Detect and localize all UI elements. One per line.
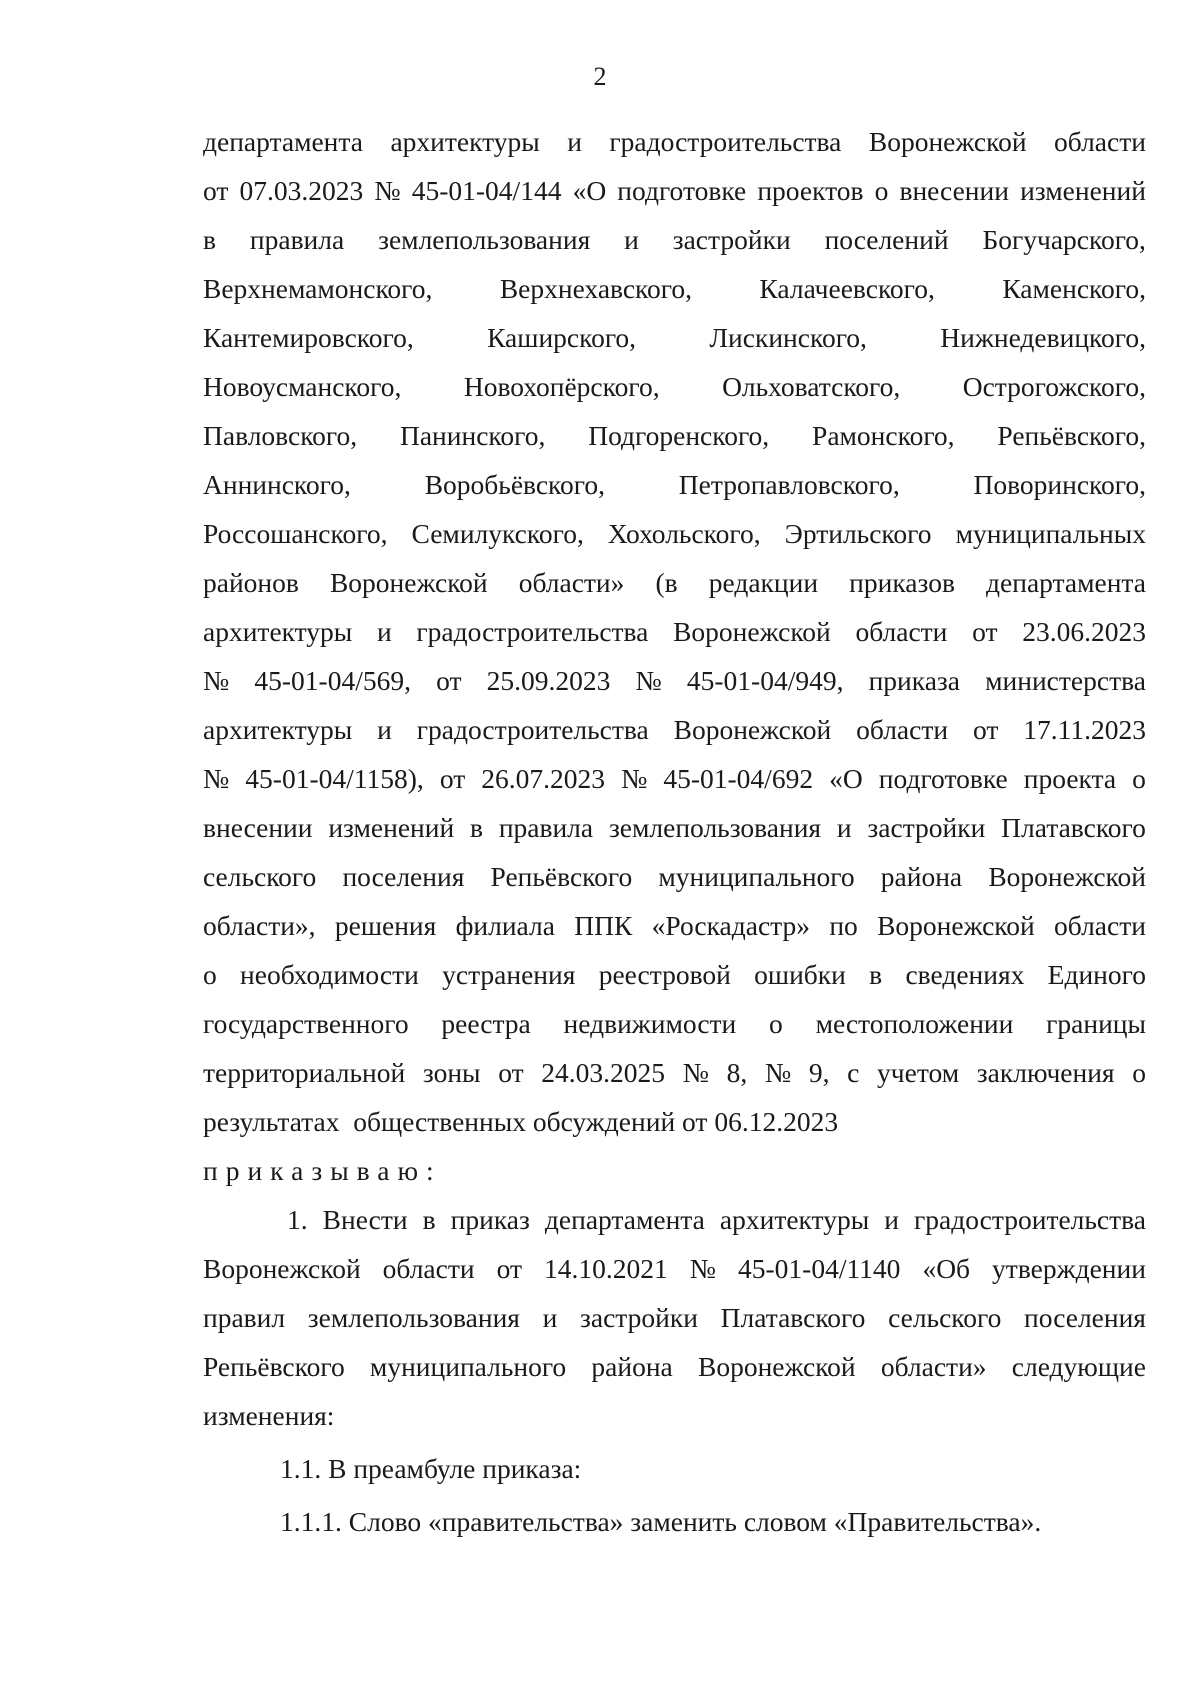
word: территориальной bbox=[203, 1057, 406, 1088]
word: редакции bbox=[708, 567, 819, 598]
word: от bbox=[496, 1253, 522, 1284]
clause-item bbox=[203, 1497, 1146, 1546]
word: приказ bbox=[450, 1204, 530, 1235]
text-line bbox=[203, 999, 1146, 1048]
word: № bbox=[621, 763, 648, 794]
clause-1-1-1: 1.1.1. Слово «правительства» заменить словом «Правительства». bbox=[280, 1506, 1042, 1537]
word: приказов bbox=[849, 567, 955, 598]
word: 24.03.2025 bbox=[541, 1057, 666, 1088]
word: «Роскадастр» bbox=[651, 910, 811, 941]
word: 8, bbox=[726, 1057, 748, 1088]
word: муниципальных bbox=[955, 518, 1146, 549]
text-line bbox=[203, 1293, 1146, 1342]
word: Поворинского, bbox=[973, 469, 1146, 500]
text-line bbox=[203, 264, 1146, 313]
word: Каширского, bbox=[487, 322, 637, 353]
word: области bbox=[382, 1253, 475, 1284]
word: необходимости bbox=[240, 959, 419, 990]
word: Россошанского, bbox=[203, 518, 388, 549]
word: «О bbox=[572, 175, 607, 206]
word: Нижнедевицкого, bbox=[940, 322, 1146, 353]
text-line bbox=[203, 166, 1146, 215]
word: 1. bbox=[287, 1204, 308, 1235]
word: Павловского, bbox=[203, 420, 358, 451]
word: Платавского bbox=[1001, 812, 1146, 843]
word: Эртильского bbox=[784, 518, 932, 549]
text-line-content: изменения: bbox=[203, 1400, 335, 1431]
word: области bbox=[1054, 126, 1146, 157]
word: Воронежской bbox=[673, 714, 832, 745]
word: проекта bbox=[1023, 763, 1117, 794]
word: Воронежской bbox=[203, 1253, 361, 1284]
word: 45-01-04/569, bbox=[254, 665, 411, 696]
word: 26.07.2023 bbox=[481, 763, 606, 794]
word: недвижимости bbox=[563, 1008, 737, 1039]
word: границы bbox=[1046, 1008, 1146, 1039]
word: Воробьёвского, bbox=[424, 469, 605, 500]
word: градостроительства bbox=[609, 126, 842, 157]
word: приказа bbox=[868, 665, 960, 696]
word: подготовке bbox=[617, 175, 747, 206]
word: Новоусманского, bbox=[203, 371, 402, 402]
word: Хохольского, bbox=[607, 518, 761, 549]
word: о bbox=[203, 959, 217, 990]
word: ППК bbox=[574, 910, 633, 941]
word: в bbox=[422, 1204, 436, 1235]
word: решения bbox=[334, 910, 437, 941]
text-line bbox=[203, 1195, 1146, 1244]
word: застройки bbox=[672, 224, 791, 255]
word: градостроительства bbox=[416, 616, 649, 647]
text-line bbox=[203, 950, 1146, 999]
text-line bbox=[203, 558, 1146, 607]
word: реестровой bbox=[598, 959, 731, 990]
text-line bbox=[203, 1048, 1146, 1097]
word: сельского bbox=[888, 1302, 1002, 1333]
text-line bbox=[203, 901, 1146, 950]
word: в bbox=[203, 224, 216, 255]
word: государственного bbox=[203, 1008, 409, 1039]
word: о bbox=[874, 175, 889, 206]
word: градостроительства bbox=[416, 714, 649, 745]
text-line bbox=[203, 362, 1146, 411]
word: 25.09.2023 bbox=[486, 665, 611, 696]
word: Новохопёрского, bbox=[463, 371, 660, 402]
word: 07.03.2023 bbox=[239, 175, 364, 206]
word: Репьёвского bbox=[490, 861, 633, 892]
clause-1-1: 1.1. В преамбуле приказа: bbox=[280, 1453, 582, 1484]
text-line bbox=[203, 313, 1146, 362]
word: министерства bbox=[985, 665, 1146, 696]
word: и bbox=[567, 126, 582, 157]
word: области bbox=[856, 714, 949, 745]
word: муниципального bbox=[658, 861, 855, 892]
word: № bbox=[203, 763, 230, 794]
word: района bbox=[591, 1351, 673, 1382]
word: и bbox=[884, 1204, 899, 1235]
word: 45-01-04/692 bbox=[663, 763, 814, 794]
word: проектов bbox=[757, 175, 864, 206]
word: заключения bbox=[976, 1057, 1115, 1088]
word: застройки bbox=[580, 1302, 698, 1333]
word: 9, bbox=[808, 1057, 830, 1088]
document-body bbox=[203, 117, 1146, 1546]
word: правила bbox=[249, 224, 345, 255]
word: № bbox=[203, 665, 230, 696]
word: реестра bbox=[441, 1008, 531, 1039]
word: Калачеевского, bbox=[759, 273, 935, 304]
word: Каменского, bbox=[1002, 273, 1146, 304]
word: следующие bbox=[1011, 1351, 1146, 1382]
word: и bbox=[376, 616, 392, 647]
word: землепользования bbox=[608, 812, 822, 843]
word: филиала bbox=[455, 910, 555, 941]
word: Воронежской bbox=[868, 126, 1027, 157]
text-line bbox=[203, 852, 1146, 901]
word: и bbox=[542, 1302, 558, 1333]
word: Семилукского, bbox=[411, 518, 584, 549]
word: Воронежской bbox=[988, 861, 1146, 892]
word: от bbox=[203, 175, 229, 206]
word: Рамонского, bbox=[812, 420, 955, 451]
word: о bbox=[769, 1008, 783, 1039]
word: № bbox=[635, 665, 662, 696]
word: местоположении bbox=[815, 1008, 1014, 1039]
word: «О bbox=[829, 763, 863, 794]
text-line bbox=[203, 705, 1146, 754]
word: от bbox=[439, 763, 466, 794]
word: области» bbox=[880, 1351, 987, 1382]
word: Воронежской bbox=[329, 567, 488, 598]
word: поселений bbox=[824, 224, 949, 255]
text-line bbox=[203, 607, 1146, 656]
word: Острогожского, bbox=[962, 371, 1146, 402]
word: от bbox=[972, 616, 998, 647]
word: 45-01-04/949, bbox=[686, 665, 844, 696]
word: 17.11.2023 bbox=[1023, 714, 1146, 745]
text-line bbox=[203, 1342, 1146, 1391]
word: области» bbox=[518, 567, 625, 598]
text-line bbox=[203, 509, 1146, 558]
word: градостроительства bbox=[914, 1204, 1146, 1235]
text-line bbox=[203, 754, 1146, 803]
word: сведениях bbox=[905, 959, 1025, 990]
order-verb: приказываю: bbox=[203, 1155, 442, 1186]
word: изменений bbox=[328, 812, 455, 843]
word: Внести bbox=[322, 1204, 408, 1235]
word: от bbox=[498, 1057, 524, 1088]
text-line bbox=[203, 1244, 1146, 1293]
word: области bbox=[1054, 910, 1146, 941]
text-line bbox=[203, 460, 1146, 509]
text-line-content: результатах общественных обсуждений от 06.12.2023 bbox=[203, 1106, 839, 1137]
word: Подгоренского, bbox=[588, 420, 770, 451]
page-number: 2 bbox=[593, 62, 607, 91]
word: сельского bbox=[203, 861, 317, 892]
word: № bbox=[689, 1253, 716, 1284]
word: от bbox=[972, 714, 999, 745]
word: и bbox=[624, 224, 639, 255]
word: землепользования bbox=[378, 224, 591, 255]
word: Платавского bbox=[720, 1302, 866, 1333]
word: правила bbox=[498, 812, 594, 843]
text-line bbox=[203, 117, 1146, 166]
word: Верхнехавского, bbox=[499, 273, 692, 304]
word: зоны bbox=[422, 1057, 481, 1088]
text-line bbox=[203, 656, 1146, 705]
word: изменений bbox=[1020, 175, 1146, 206]
word: Аннинского, bbox=[203, 469, 351, 500]
clause-heading bbox=[203, 1444, 1146, 1493]
word: 23.06.2023 bbox=[1022, 616, 1146, 647]
text-line bbox=[203, 803, 1146, 852]
word: Воронежской bbox=[877, 910, 1035, 941]
word: Репьёвского, bbox=[997, 420, 1146, 451]
word: поселения bbox=[342, 861, 465, 892]
word: области», bbox=[203, 910, 316, 941]
word: учетом bbox=[877, 1057, 960, 1088]
word: Репьёвского bbox=[203, 1351, 345, 1382]
word: района bbox=[880, 861, 963, 892]
word: Воронежской bbox=[673, 616, 831, 647]
word: архитектуры bbox=[390, 126, 540, 157]
word: внесении bbox=[203, 812, 313, 843]
word: Единого bbox=[1047, 959, 1146, 990]
word: № bbox=[764, 1057, 792, 1088]
word: и bbox=[377, 714, 392, 745]
word: (в bbox=[655, 567, 678, 598]
word: департамента bbox=[986, 567, 1146, 598]
word: Петропавловского, bbox=[678, 469, 900, 500]
word: Ольховатского, bbox=[722, 371, 901, 402]
text-line bbox=[203, 215, 1146, 264]
word: «Об bbox=[922, 1253, 971, 1284]
word: внесении bbox=[899, 175, 1009, 206]
word: по bbox=[829, 910, 858, 941]
text-line bbox=[203, 1391, 1146, 1440]
word: области bbox=[855, 616, 948, 647]
word: архитектуры bbox=[719, 1204, 870, 1235]
word: департамента bbox=[203, 126, 363, 157]
word: поселения bbox=[1024, 1302, 1146, 1333]
word: застройки bbox=[867, 812, 986, 843]
word: муниципального bbox=[369, 1351, 567, 1382]
word: утверждении bbox=[992, 1253, 1146, 1284]
word: архитектуры bbox=[203, 714, 353, 745]
word: от bbox=[436, 665, 462, 696]
word: Воронежской bbox=[697, 1351, 856, 1382]
word: 45-01-04/1140 bbox=[738, 1253, 901, 1284]
word: Верхнемамонского, bbox=[203, 273, 433, 304]
word: с bbox=[847, 1057, 860, 1088]
word: департамента bbox=[544, 1204, 705, 1235]
word: 45-01-04/144 bbox=[411, 175, 562, 206]
word: районов bbox=[203, 567, 299, 598]
word: Панинского, bbox=[399, 420, 546, 451]
word: Лискинского, bbox=[709, 322, 867, 353]
text-line bbox=[203, 411, 1146, 460]
word: 14.10.2021 bbox=[544, 1253, 668, 1284]
word: землепользования bbox=[307, 1302, 520, 1333]
word: № bbox=[682, 1057, 709, 1088]
word: в bbox=[869, 959, 883, 990]
order-verb-line bbox=[203, 1146, 1146, 1195]
word: правил bbox=[203, 1302, 286, 1333]
word: архитектуры bbox=[203, 616, 353, 647]
word: Кантемировского, bbox=[203, 322, 414, 353]
word: о bbox=[1132, 763, 1146, 794]
word: 45-01-04/1158), bbox=[245, 763, 424, 794]
word: и bbox=[836, 812, 852, 843]
word: устранения bbox=[442, 959, 576, 990]
word: в bbox=[470, 812, 483, 843]
word: Богучарского, bbox=[982, 224, 1146, 255]
word: о bbox=[1132, 1057, 1146, 1088]
word: подготовке bbox=[878, 763, 1008, 794]
word: ошибки bbox=[754, 959, 846, 990]
word: № bbox=[374, 175, 401, 206]
text-line bbox=[203, 1097, 1146, 1146]
